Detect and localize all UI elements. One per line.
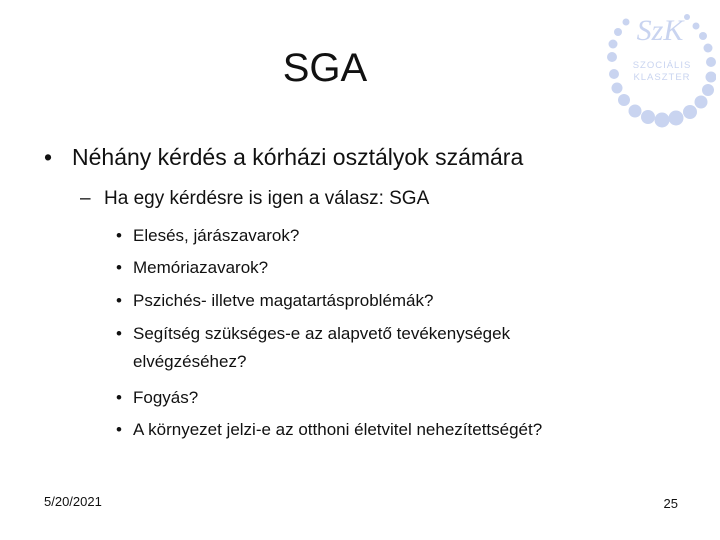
bullet-marker: • (116, 388, 122, 407)
question-text: Fogyás? (133, 388, 199, 407)
bullet-marker: • (116, 291, 122, 310)
question-text: Memóriazavarok? (133, 258, 269, 277)
footer-date: 5/20/2021 (44, 494, 102, 509)
question-text: Segítség szükséges-e az alapvető tevékenységek (133, 324, 511, 343)
slide-title: SGA (282, 46, 368, 90)
bullet-marker: • (44, 144, 53, 170)
question-text-continued: elvégzéséhez? (133, 352, 247, 371)
bullet-marker: • (116, 420, 122, 439)
logo-text-line2: KLASZTER (633, 72, 691, 83)
bullet-marker: – (80, 188, 91, 209)
question-text: A környezet jelzi-e az otthoni életvitel nehezítettségét? (133, 420, 543, 439)
bullet-text: Ha egy kérdésre is igen a válasz: SGA (104, 188, 430, 209)
logo-monogram: SzK (636, 14, 684, 47)
szocialis-klaszter-logo (604, 4, 716, 128)
slide-number: 25 (663, 496, 678, 511)
question-text: Elesés, járászavarok? (133, 226, 300, 245)
logo-text-line1: SZOCIÁLIS (632, 60, 692, 71)
bullet-text: Néhány kérdés a kórházi osztályok számára (72, 144, 524, 170)
question-text: Pszichés- illetve magatartásproblémák? (133, 291, 434, 310)
bullet-marker: • (116, 258, 122, 277)
bullet-marker: • (116, 226, 122, 245)
bullet-marker: • (116, 324, 122, 343)
